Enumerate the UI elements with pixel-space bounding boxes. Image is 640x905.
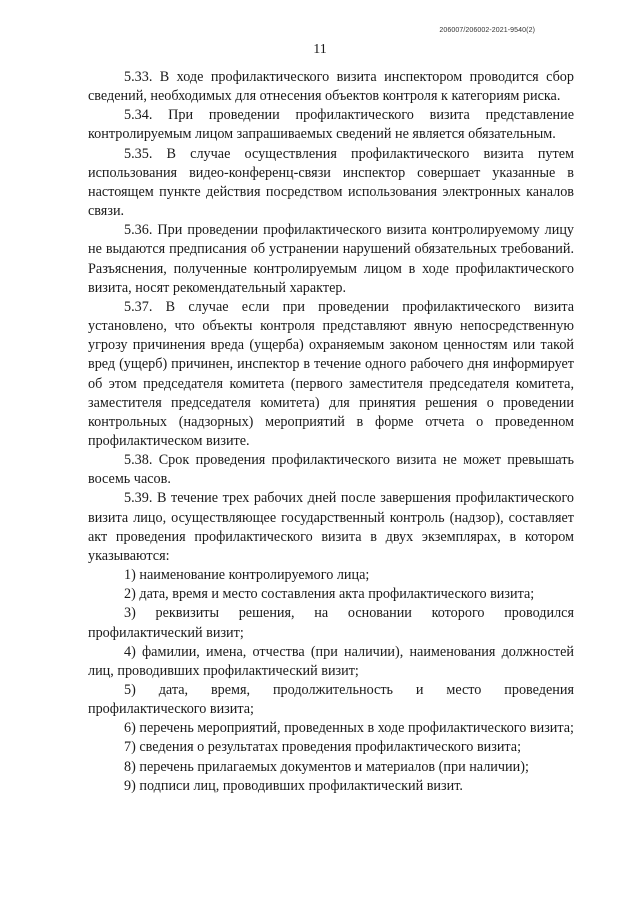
list-item-6: 6) перечень мероприятий, проведенных в ходе профилактического визита; bbox=[124, 720, 575, 737]
paragraph-5-35: 5.35. В случае осуществления профилактического визита путем использования видео-конференц-связи инспектор совершает указанные в настоящем пункте действия посредством использования электронных каналов связи. bbox=[88, 145, 574, 220]
paragraph-5-38: 5.38. Срок проведения профилактического визита не может превышать восемь часов. bbox=[88, 452, 574, 488]
list-item-9: 9) подписи лиц, проводивших профилактический визит. bbox=[124, 777, 463, 794]
list-item-7: 7) сведения о результатах проведения профилактического визита; bbox=[124, 739, 522, 756]
page-number: 11 bbox=[313, 42, 327, 57]
list-item-3: 3) реквизиты решения, на основании которого проводился профилактический визит; bbox=[88, 605, 574, 641]
list-item-4: 4) фамилии, имена, отчества (при наличии), наименования должностей лиц, проводивших профилактический визит; bbox=[88, 643, 574, 679]
list-item-1: 1) наименование контролируемого лица; bbox=[124, 567, 370, 584]
document-body bbox=[88, 68, 574, 796]
paragraph-5-34: 5.34. При проведении профилактического визита представление контролируемым лицом запрашиваемых сведений не является обязательным. bbox=[88, 107, 574, 143]
list-item-8: 8) перечень прилагаемых документов и материалов (при наличии); bbox=[124, 758, 529, 775]
paragraph-5-36: 5.36. При проведении профилактического визита контролируемому лицу не выдаются предписания об устранении нарушений обязательных требований. Разъяснения, полученные контролируемым лицом в ходе профилактического визита, носят рекомендательный характер. bbox=[88, 222, 574, 296]
list-item-2: 2) дата, время и место составления акта профилактического визита; bbox=[124, 586, 535, 603]
document-id: 206007/206002-2021-9540(2) bbox=[439, 27, 535, 34]
paragraph-5-37: 5.37. В случае если при проведении профилактического визита установлено, что объекты контроля представляют явную непосредственную угрозу причинения вреда (ущерба) охраняемым законом ценностям или такой вред (ущерб) причинен, инспектор в течение одного рабочего дня информирует об этом председателя комитета (первого заместителя председателя комитета, заместителя председателя комитета) для принятия решения о проведении контрольных (надзорных) мероприятий в форме отчета о проведенном профилактическом визите. bbox=[88, 298, 574, 449]
paragraph-5-33: 5.33. В ходе профилактического визита инспектором проводится сбор сведений, необходимых для отнесения объектов контроля к категориям риска. bbox=[88, 69, 574, 105]
list-item-5: 5) дата, время, продолжительность и место проведения профилактического визита; bbox=[88, 682, 574, 718]
paragraph-5-39: 5.39. В течение трех рабочих дней после завершения профилактического визита лицо, осуществляющее государственный контроль (надзор), составляет акт проведения профилактического визита в двух экземплярах, в котором указываются: bbox=[88, 490, 574, 564]
